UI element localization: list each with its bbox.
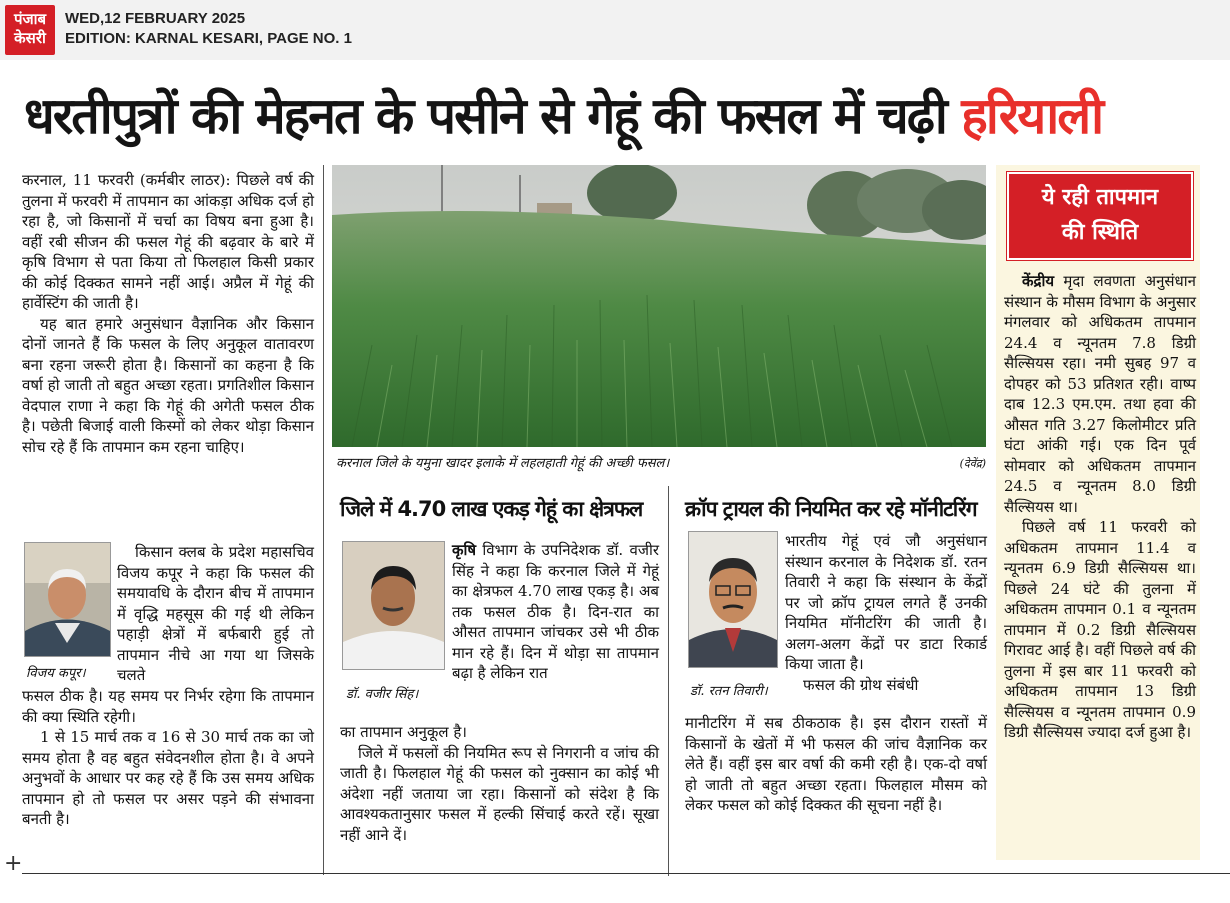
middle-column-bottom (340, 722, 659, 845)
wheat-field-photo (332, 165, 986, 447)
left-paragraph-2: यह बात हमारे अनुसंधान वैज्ञानिक और किसान दोनों जानते हैं कि फसल के लिए अनुकूल वातावरण बना रहना जरूरी होता है। किसानों का कहना है कि वर्षा हो जाती तो बहुत अच्छा रहता। प्रगतिशील किसान वेदपाल राणा ने कहा कि गेहूं की अगेती फसल ठीक है। पछेती बिजाई वाली किस्मों को लेकर थोड़ा किसान सोच रहे हैं कि तापमान कम रहना चाहिए। (22, 314, 314, 456)
left-column-bottom (22, 686, 314, 830)
headline-text: धरतीपुत्रों की मेहनत के पसीने से गेहूं की फसल में चढ़ी (24, 87, 946, 145)
column-divider-1 (323, 165, 324, 875)
left-paragraph-3-wrap: किसान क्लब के प्रदेश महासचिव विजय कपूर ने कहा कि फसल की समयावधि के दौरान बीच में तापमान में वृद्धि महसूस की गई थी लेकिन पहाड़ी क्षेत्रों में बर्फबारी हुई तो तापमान नीचे आ गया था जिसके चलते (117, 543, 314, 684)
left-paragraph-4: 1 से 15 मार्च तक व 16 से 30 मार्च तक का जो समय होता है वह बहुत संवेदनशील होता है। वे अपने अनुभवों के आधार पर कह रहे हैं कि उस समय अधिक तापमान हो तो फसल पर असर पड़ने की संभावना बनती है। (22, 728, 314, 828)
left-column-top (22, 170, 314, 457)
left-paragraph-1: करनाल, 11 फरवरी (कर्मबीर लाठर): पिछले वर्ष की तुलना में फरवरी में तापमान का आंकड़ा अधिक दर्ज हो रहा है, जो किसानों में चर्चा का विषय बना हुआ है। वहीं रबी सीजन की फसल गेहूं की बढ़वार के बारे में कृषि विभाग से पता किया तो फिलहाल किसी प्रकार की कोई दिक्कत सामने नहीं आई। अप्रैल में गेहूं की हार्वेस्टिंग की जाती है। (22, 171, 314, 312)
middle-paragraph-1-rest: का तापमान अनुकूल है। (340, 723, 467, 741)
temperature-title-line-1: ये रही तापमान (1041, 185, 1159, 210)
main-photo-caption: करनाल जिले के यमुना खादर इलाके में लहलहाती गेहूं की अच्छी फसल। (336, 456, 670, 471)
edition-name: EDITION: KARNAL KESARI, PAGE NO. 1 (65, 30, 352, 47)
temperature-title-line-2: की स्थिति (1061, 220, 1139, 245)
left-paragraph-3-rest: फसल ठीक है। यह समय पर निर्भर रहेगा कि तापमान की क्या स्थिति रहेगी। (22, 687, 314, 726)
main-headline (24, 78, 1209, 154)
temperature-paragraph-1 (1004, 271, 1196, 517)
vijay-kapoor-caption: विजय कपूर। (26, 666, 86, 681)
middle-paragraph-2: जिले में फसलों की नियमित रूप से निगरानी व जांच की जाती है। फिलहाल गेहूं की फसल को नुक्सान का कोई भी अंदेशा नहीं जताया जा रहा। किसानों को संदेश है कि आवश्यकतानुसार फसल में हल्की सिंचाई करते रहें। सूखा नहीं आने दें। (340, 743, 659, 844)
punjab-kesari-logo[interactable] (5, 5, 55, 55)
right-story-heading: क्रॉप ट्रायल की नियमित कर रहे मॉनीटरिंग (685, 497, 977, 521)
vijay-kapoor-photo (24, 542, 111, 657)
portrait-vijay-icon (25, 543, 110, 656)
headline-highlight: हरियाली (961, 87, 1103, 145)
wazir-singh-photo (342, 541, 445, 670)
ratan-tiwari-photo (688, 531, 778, 668)
edition-date: WED,12 FEBRUARY 2025 (65, 10, 246, 27)
temperature-paragraph-1-text: मृदा लवणता अनुसंधान संस्थान के मौसम विभाग के अनुसार मंगलवार को अधिकतम तापमान 24.4 व न्यूनतम 7.8 डिग्री सैल्सियस रहा। नमी सुबह 97 व दोपहर को 53 प्रतिशत रही। वाष्प दाब 12.3 एम.एम. तथा हवा की औसत गति 3.27 किलोमीटर प्रति घंटा आंकी गई। एक दिन पूर्व सोमवार को अधिकतम तापमान 24.5 व न्यूनतम 8.0 डिग्री सैल्सियस था। (1004, 272, 1196, 516)
right-column-bottom (685, 713, 987, 816)
right-paragraph-1: भारतीय गेहूं एवं जौ अनुसंधान संस्थान करनाल के निदेशक डॉ. रतन तिवारी ने कहा कि संस्थान के केंद्रों पर जो क्रॉप ट्रायल लगते हैं उनकी नियमित मॉनीटरिंग की जाती है। अलग-अलग केंद्रों पर डाटा रिकार्ड किया जाता है। (785, 532, 987, 673)
temperature-title-box (1007, 172, 1193, 260)
temperature-paragraph-2: पिछले वर्ष 11 फरवरी को अधिकतम तापमान 11.4 व न्यूनतम 6.9 डिग्री सैल्सियस था। पिछले 24 घंटे की तुलना में अधिकतम तापमान 0.1 व न्यूनतम तापमान में 0.2 डिग्री सैल्सियस गिरावट आई है। वहीं पिछले वर्ष की तुलना में इस बार 11 फरवरी को अधिकतम तापमान 13 डिग्री सैल्सियस व न्यूनतम तापमान 0.9 डिग्री सैल्सियस ज्यादा दर्ज हुआ है। (1004, 518, 1196, 741)
middle-story-heading: जिले में 4.70 लाख एकड़ गेहूं का क्षेत्रफल (340, 497, 643, 521)
middle-paragraph-1-text: विभाग के उपनिदेशक डॉ. वजीर सिंह ने कहा कि करनाल जिले में गेहूं का क्षेत्रफल 4.70 लाख एकड़ है। अब तक फसल ठीक है। दिन-रात का औसत तापमान जांचकर उसे भी ठीक मान रहे हैं। दिन में थोड़ा सा तापमान बढ़ा है लेकिन रात (452, 541, 659, 682)
logo-line-1: पंजाब (13, 10, 47, 28)
wheat-field-image (332, 165, 986, 447)
right-paragraph-2-wrap: फसल की ग्रोथ संबंधी (803, 675, 919, 694)
right-column-wrap (785, 531, 987, 695)
edition-info (65, 9, 352, 49)
portrait-ratan-icon (689, 532, 777, 667)
adjacent-column-edge (1218, 78, 1230, 858)
crosshair-icon: + (4, 851, 23, 876)
column-divider-2 (668, 486, 669, 876)
temperature-text (1004, 271, 1196, 743)
page-bottom-rule (22, 873, 1230, 874)
wazir-singh-caption: डॉ. वजीर सिंह। (346, 687, 419, 702)
portrait-wazir-icon (343, 542, 444, 669)
right-paragraph-2-rest: मानीटरिंग में सब ठीकठाक है। इस दौरान रास्तों में किसानों के खेतों में भी फसल की जांच वैज्ञानिक कर लेते हैं। वहीं इस बार वर्षा की कमी रही है। एक-दो वर्षा हो जाती तो बहुत अच्छा रहता। फिलहाल मौसम को लेकर फसल को कोई दिक्कत की सूचना नहीं है। (685, 714, 987, 814)
ratan-tiwari-caption: डॉ. रतन तिवारी। (690, 684, 768, 699)
temperature-lead-word: केंद्रीय (1022, 272, 1055, 290)
logo-line-2: केसरी (14, 29, 46, 47)
photo-credit: (देवेंद्र) (959, 457, 986, 470)
middle-column-wrap (452, 540, 659, 684)
left-column-wrap (117, 542, 314, 686)
main-photo-caption-row (336, 454, 986, 474)
middle-lead-word: कृषि (452, 541, 477, 559)
middle-paragraph-1-wrap (452, 540, 659, 684)
